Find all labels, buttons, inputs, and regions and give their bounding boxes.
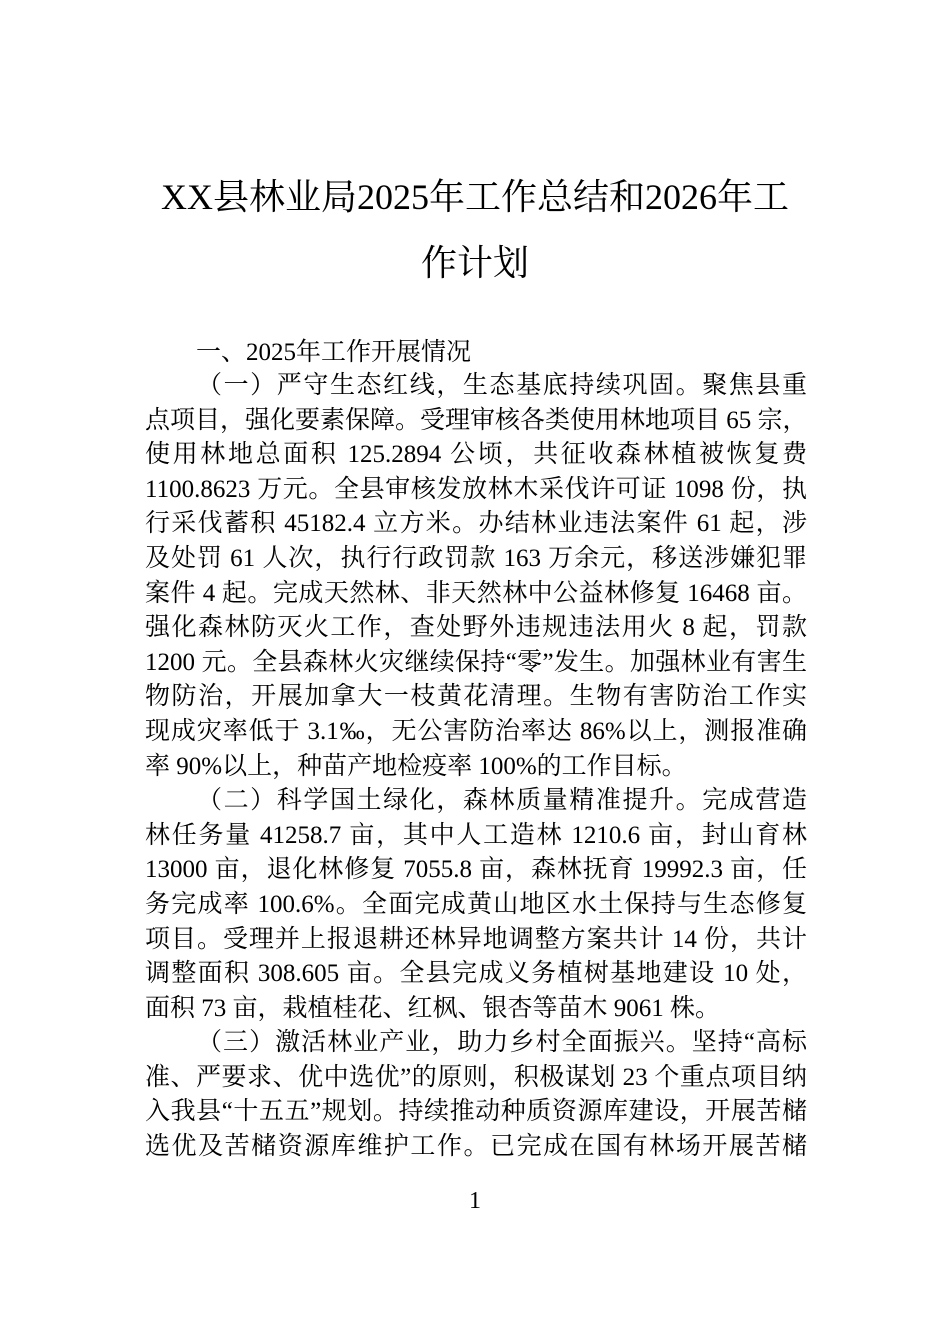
paragraph-line: 率 90%以上，种苗产地检疫率 100%的工作目标。	[145, 752, 687, 780]
page-number: 1	[469, 1188, 481, 1214]
paragraph-line: 使用林地总面积 125.2894 公顷，共征收森林植被恢复费	[145, 441, 807, 469]
paragraph-line: 点项目，强化要素保障。受理审核各类使用林地项目 65 宗，	[145, 406, 808, 434]
paragraph-line: （三）激活林业产业，助力乡村全面振兴。坚持“高标	[197, 1029, 807, 1057]
section-heading: 一、2025年工作开展情况	[196, 339, 472, 366]
paragraph-line: 准、严要求、优中选优”的原则，积极谋划 23 个重点项目纳	[145, 1063, 807, 1091]
paragraph-line: 项目。受理并上报退耕还林异地调整方案共计 14 份，共计	[145, 925, 807, 953]
paragraph-line: 1200 元。全县森林火灾继续保持“零”发生。加强林业有害生	[145, 648, 807, 676]
paragraph-line: 1100.8623 万元。全县审核发放林木采伐许可证 1098 份，执	[145, 475, 807, 503]
paragraph-line: 及处罚 61 人次，执行行政罚款 163 万余元，移送涉嫌犯罪	[145, 544, 807, 572]
paragraph-line: 选优及苦槠资源库维护工作。已完成在国有林场开展苦槠	[145, 1133, 807, 1161]
paragraph-line: 调整面积 308.605 亩。全县完成义务植树基地建设 10 处，	[145, 960, 807, 988]
paragraph-line: （一）严守生态红线，生态基底持续巩固。聚焦县重	[197, 372, 807, 399]
paragraph-line: 13000 亩，退化林修复 7055.8 亩，森林抚育 19992.3 亩，任	[145, 856, 807, 884]
document-body	[145, 369, 807, 1165]
paragraph	[145, 1026, 807, 1164]
document-title-line-1: XX县林业局2025年工作总结和2026年工	[161, 177, 789, 217]
paragraph-line: （二）科学国土绿化，森林质量精准提升。完成营造	[197, 787, 807, 815]
paragraph	[145, 369, 807, 784]
paragraph-line: 现成灾率低于 3.1‰，无公害防治率达 86%以上，测报准确	[145, 717, 807, 745]
paragraph-line: 案件 4 起。完成天然林、非天然林中公益林修复 16468 亩。	[145, 579, 807, 607]
paragraph	[145, 784, 807, 1026]
paragraph-line: 物防治，开展加拿大一枝黄花清理。生物有害防治工作实	[145, 683, 807, 711]
paragraph-line: 林任务量 41258.7 亩，其中人工造林 1210.6 亩，封山育林	[145, 821, 807, 849]
paragraph-line: 强化森林防灭火工作，查处野外违规违法用火 8 起，罚款	[145, 614, 807, 642]
paragraph-line: 入我县“十五五”规划。持续推动种质资源库建设，开展苦槠	[145, 1098, 807, 1126]
paragraph-line: 行采伐蓄积 45182.4 立方米。办结林业违法案件 61 起，涉	[145, 510, 807, 538]
paragraph-line: 面积 73 亩，栽植桂花、红枫、银杏等苗木 9061 株。	[145, 994, 721, 1022]
paragraph-line: 务完成率 100.6%。全面完成黄山地区水土保持与生态修复	[145, 890, 807, 918]
document-title-line-2: 作计划	[420, 243, 529, 283]
